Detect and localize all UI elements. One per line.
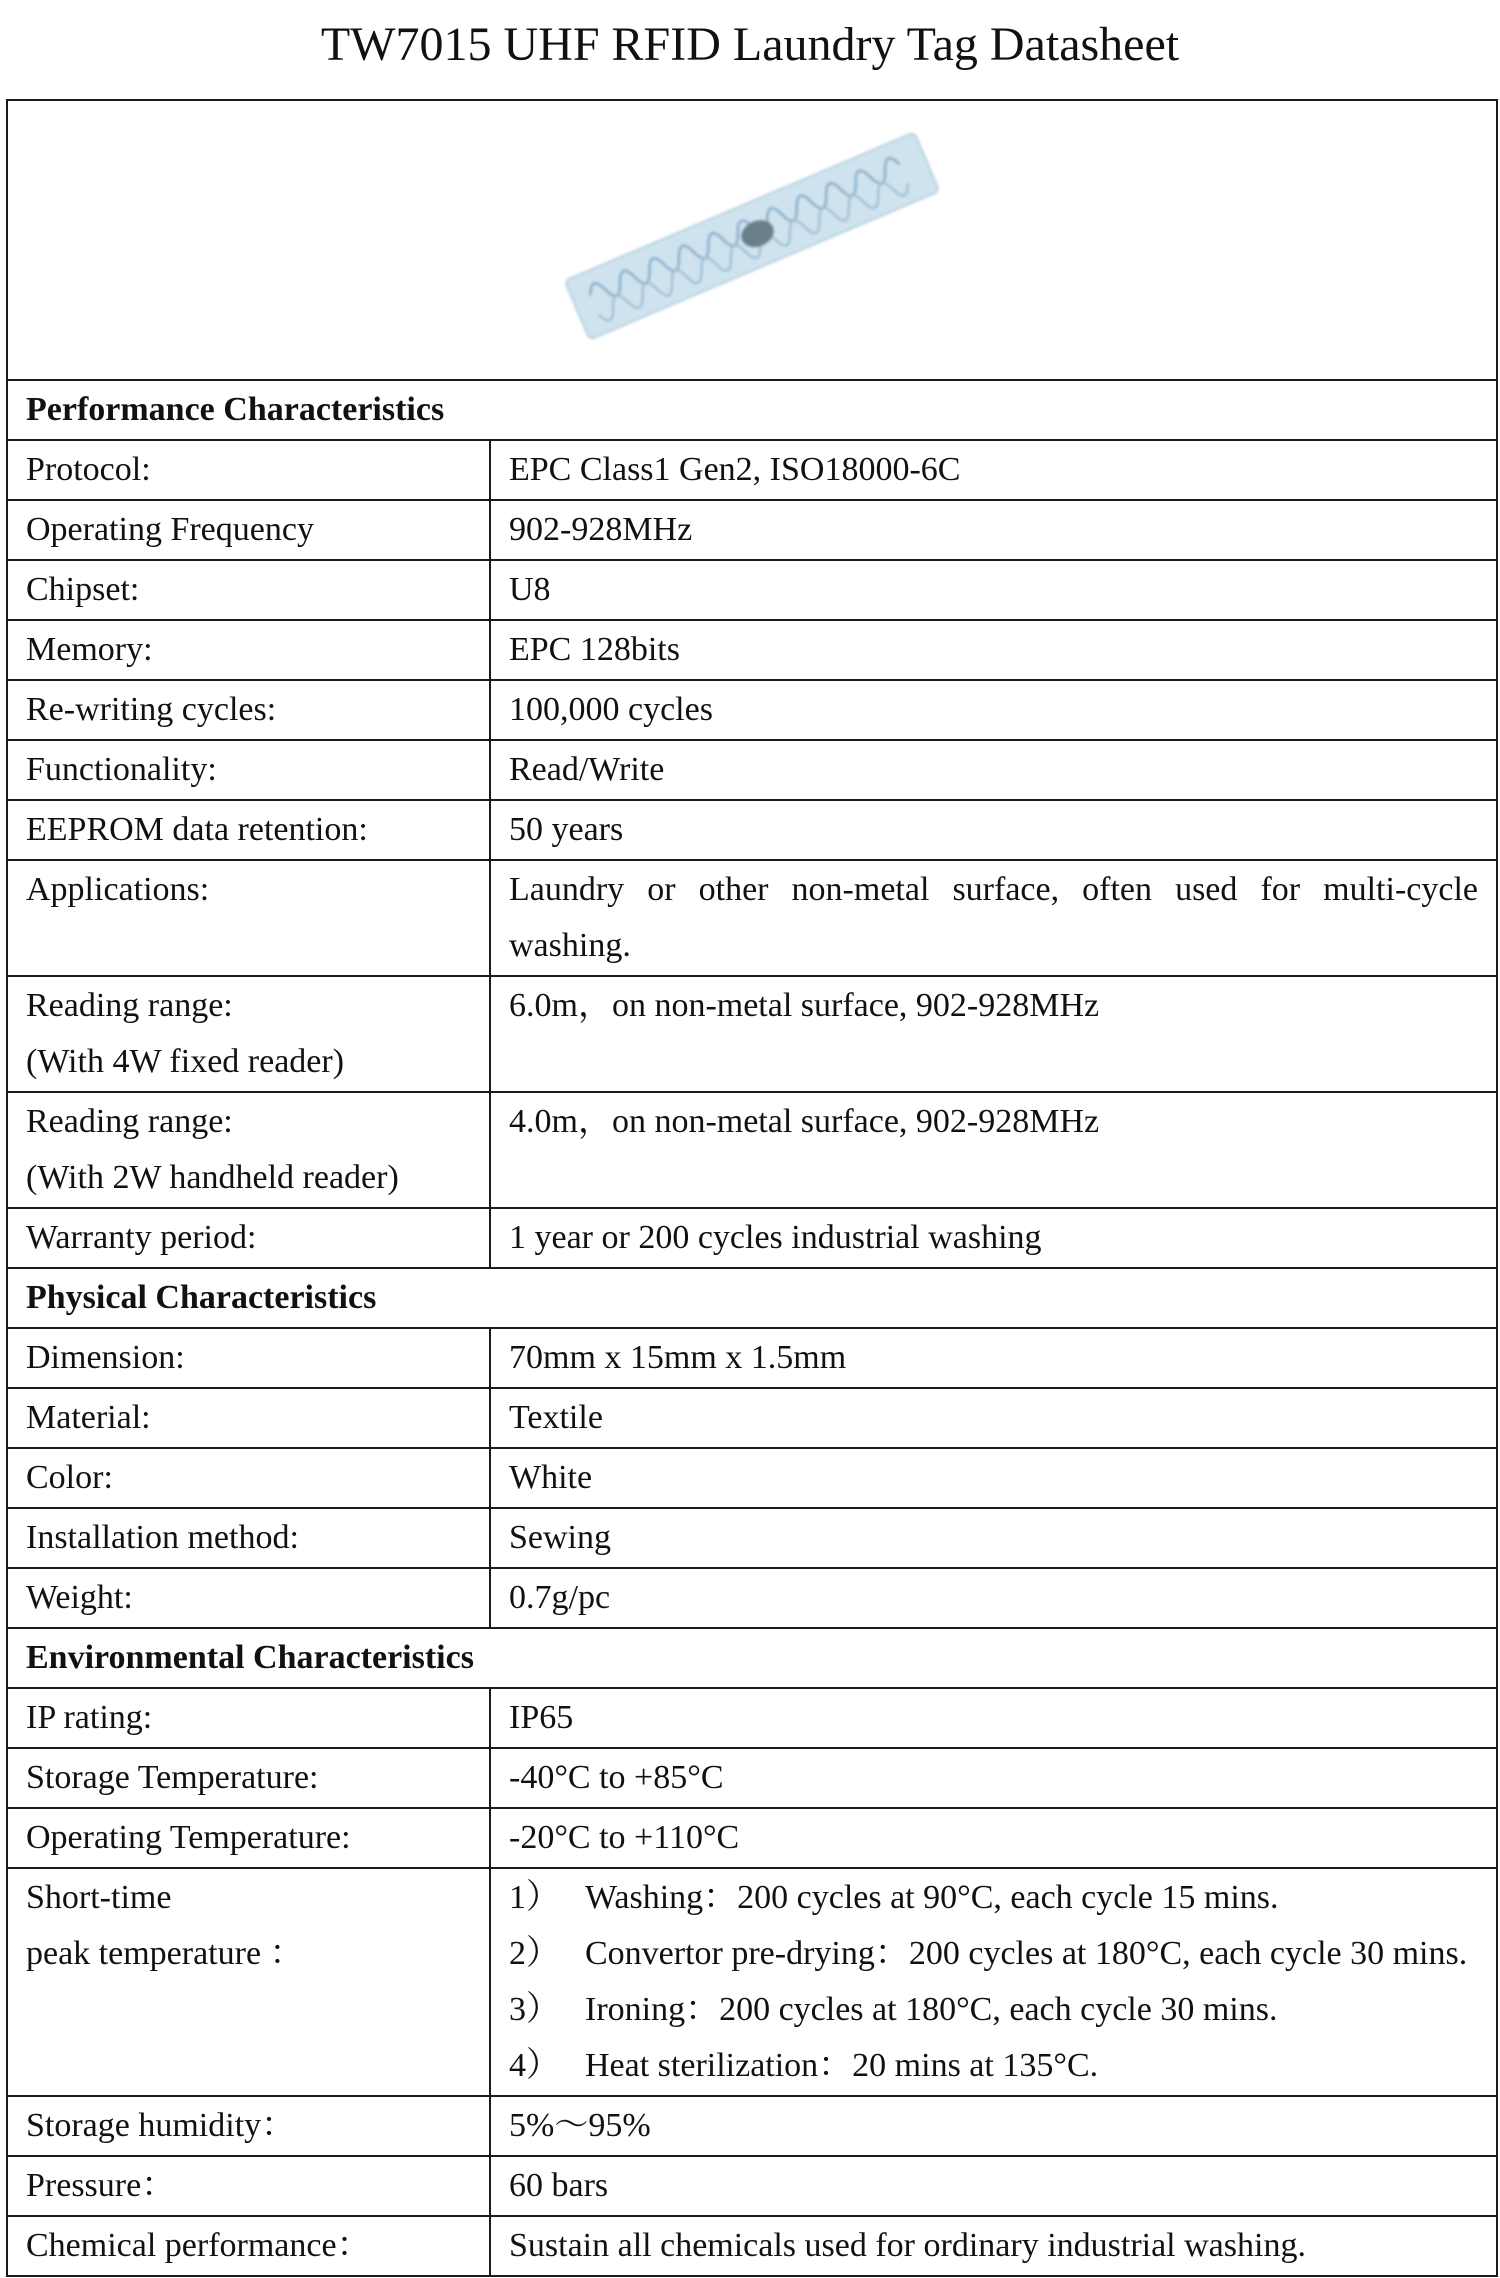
spec-row [7, 800, 1497, 860]
physical-rows [7, 1328, 1497, 1628]
spec-value: IP65 [490, 1688, 1497, 1748]
spec-label-text: Re-writing cycles: [26, 691, 277, 728]
spec-label-text: Memory: [26, 631, 153, 668]
spec-label [7, 1508, 490, 1568]
spec-label [7, 440, 490, 500]
spec-row [7, 2096, 1497, 2156]
spec-label [7, 1868, 490, 2096]
spec-label-text: Storage Temperature: [26, 1759, 319, 1796]
section-title: Environmental Characteristics [7, 1628, 1497, 1688]
spec-label-text: Chipset: [26, 571, 140, 608]
spec-label [7, 1092, 490, 1208]
spec-row [7, 740, 1497, 800]
item-number: 3） [509, 1991, 560, 2028]
item-text: Ironing：200 cycles at 180°C, each cycle 30 mins. [585, 1991, 1278, 2028]
spec-label-text: Reading range: [26, 1103, 233, 1140]
spec-row [7, 860, 1497, 976]
spec-value: Sewing [490, 1508, 1497, 1568]
spec-label [7, 2216, 490, 2276]
spec-row [7, 2156, 1497, 2216]
product-image-cell [7, 100, 1497, 380]
spec-label [7, 1688, 490, 1748]
section-header-environmental [7, 1628, 1497, 1688]
environmental-rows [7, 1688, 1497, 1868]
spec-label [7, 560, 490, 620]
spec-label-text: Reading range: [26, 987, 233, 1024]
spec-row [7, 440, 1497, 500]
spec-label [7, 1568, 490, 1628]
spec-value: U8 [490, 560, 1497, 620]
spec-value: 4.0m，on non-metal surface, 902-928MHz [490, 1092, 1497, 1208]
spec-row [7, 976, 1497, 1092]
spec-row [7, 2216, 1497, 2276]
spec-row [7, 1328, 1497, 1388]
spec-label [7, 976, 490, 1092]
document-title: TW7015 UHF RFID Laundry Tag Datasheet [320, 18, 1180, 71]
peak-label: Short-time [26, 1879, 172, 1916]
spec-label [7, 1808, 490, 1868]
spec-value: Textile [490, 1388, 1497, 1448]
spec-row [7, 1388, 1497, 1448]
product-image-row [7, 100, 1497, 380]
peak-temperature-item [509, 2038, 1478, 2094]
spec-label-text: Weight: [26, 1579, 133, 1616]
section-header-physical [7, 1268, 1497, 1328]
spec-label-text: Color: [26, 1459, 113, 1496]
spec-label [7, 1448, 490, 1508]
peak-temperature-list [490, 1868, 1497, 2096]
environmental-rows-after [7, 2096, 1497, 2276]
spec-label-text: Chemical performance： [26, 2227, 371, 2264]
spec-label [7, 800, 490, 860]
peak-temperature-item [509, 1982, 1478, 2038]
spec-value: EPC Class1 Gen2, ISO18000-6C [490, 440, 1497, 500]
section-title: Physical Characteristics [7, 1268, 1497, 1328]
spec-value: 60 bars [490, 2156, 1497, 2216]
spec-value: -40°C to +85°C [490, 1748, 1497, 1808]
spec-value: -20°C to +110°C [490, 1808, 1497, 1868]
spec-label-text: Warranty period: [26, 1219, 257, 1256]
peak-temperature-item [509, 1870, 1478, 1926]
spec-label-text: Dimension: [26, 1339, 185, 1376]
spec-row [7, 1688, 1497, 1748]
spec-label-text: Protocol: [26, 451, 151, 488]
spec-value: 100,000 cycles [490, 680, 1497, 740]
spec-value: 6.0m，on non-metal surface, 902-928MHz [490, 976, 1497, 1092]
spec-label [7, 860, 490, 976]
spec-value: White [490, 1448, 1497, 1508]
item-number: 4） [509, 2047, 560, 2084]
spec-row-peak-temperature [7, 1868, 1497, 2096]
spec-label-text: Operating Temperature: [26, 1819, 351, 1856]
spec-value: 0.7g/pc [490, 1568, 1497, 1628]
spec-label [7, 1388, 490, 1448]
spec-label [7, 2096, 490, 2156]
spec-row [7, 620, 1497, 680]
spec-row [7, 1208, 1497, 1268]
section-header-performance [7, 380, 1497, 440]
spec-value: 50 years [490, 800, 1497, 860]
spec-label-text: Installation method: [26, 1519, 299, 1556]
spec-row [7, 1092, 1497, 1208]
spec-label [7, 1208, 490, 1268]
item-text: Washing：200 cycles at 90°C, each cycle 15 mins. [585, 1879, 1279, 1916]
performance-rows [7, 440, 1497, 1268]
spec-label-text: Material: [26, 1399, 151, 1436]
spec-label-text: Operating Frequency [26, 511, 314, 548]
spec-row [7, 560, 1497, 620]
spec-row [7, 1448, 1497, 1508]
spec-label [7, 1748, 490, 1808]
spec-value: Sustain all chemicals used for ordinary industrial washing. [490, 2216, 1497, 2276]
spec-label [7, 680, 490, 740]
spec-label-sub: (With 2W handheld reader) [26, 1159, 399, 1196]
spec-label-text: Pressure： [26, 2167, 176, 2204]
spec-label-text: Functionality: [26, 751, 217, 788]
peak-temperature-item [509, 1926, 1478, 1982]
spec-label-sub: (With 4W fixed reader) [26, 1043, 345, 1080]
spec-label-text: EEPROM data retention: [26, 811, 368, 848]
item-text: Convertor pre-drying：200 cycles at 180°C, each cycle 30 mins. [585, 1935, 1468, 1972]
spec-value: 70mm x 15mm x 1.5mm [490, 1328, 1497, 1388]
datasheet-table [6, 99, 1498, 2277]
spec-label [7, 2156, 490, 2216]
spec-row [7, 500, 1497, 560]
item-number: 2） [509, 1935, 560, 1972]
spec-value: EPC 128bits [490, 620, 1497, 680]
item-text: Heat sterilization：20 mins at 135°C. [585, 2047, 1099, 2084]
spec-value: Read/Write [490, 740, 1497, 800]
spec-row [7, 1568, 1497, 1628]
section-title: Performance Characteristics [7, 380, 1497, 440]
spec-label [7, 500, 490, 560]
spec-label [7, 740, 490, 800]
spec-label-text: Applications: [26, 871, 210, 908]
spec-value: 1 year or 200 cycles industrial washing [490, 1208, 1497, 1268]
spec-row [7, 680, 1497, 740]
spec-label-text: Storage humidity： [26, 2107, 296, 2144]
spec-label-text: IP rating: [26, 1699, 153, 1736]
spec-value: 5%～95% [490, 2096, 1497, 2156]
rfid-tag-image [552, 111, 952, 351]
item-number: 1） [509, 1879, 560, 1916]
spec-label [7, 1328, 490, 1388]
spec-value: Laundry or other non-metal surface, often used for multi-cycle washing. [490, 860, 1497, 976]
spec-label [7, 620, 490, 680]
spec-row [7, 1808, 1497, 1868]
spec-row [7, 1508, 1497, 1568]
spec-value: 902-928MHz [490, 500, 1497, 560]
peak-label-sub: peak temperature ： [26, 1935, 304, 1972]
spec-row [7, 1748, 1497, 1808]
